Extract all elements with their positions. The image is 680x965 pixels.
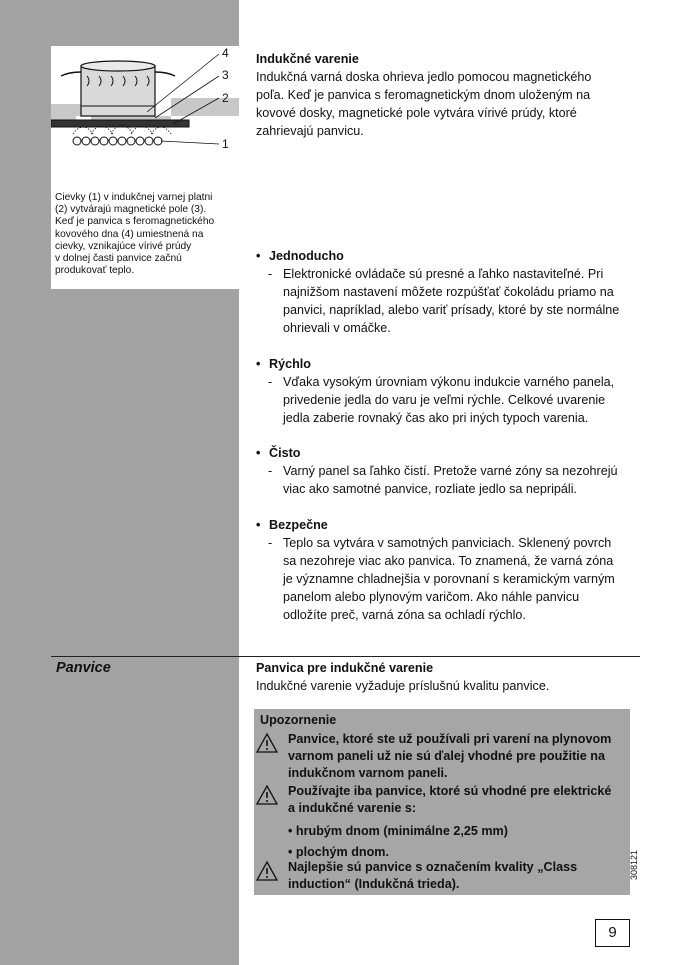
figure-caption bbox=[55, 192, 237, 277]
bullet-title: Čisto bbox=[269, 446, 301, 460]
caption-line: (2) vytvárajú magnetické pole (3). bbox=[55, 204, 207, 216]
warning-line: Najlepšie sú panvice s označením kvality „Class bbox=[288, 860, 578, 874]
warning-text bbox=[288, 783, 611, 861]
callout-4: 4 bbox=[222, 46, 229, 60]
bullet-line: viac ako samotné panvice, rozliate jedlo sa nepripáli. bbox=[283, 482, 578, 496]
warning-triangle-icon bbox=[256, 785, 278, 805]
bullet-heading: • Čisto bbox=[256, 446, 301, 460]
intro-title: Indukčné varenie bbox=[256, 52, 359, 66]
bullet-heading: • Jednoducho bbox=[256, 249, 344, 263]
warning-title: Upozornenie bbox=[260, 713, 337, 727]
intro-line: kovové dosky, magnetické pole vytvára vírivé prúdy, ktoré bbox=[256, 106, 577, 120]
intro-block bbox=[256, 50, 636, 140]
bullet-line: - Varný panel sa ľahko čistí. Pretože varné zóny sa nezohrejú bbox=[268, 464, 618, 478]
bullet-title: Jednoducho bbox=[269, 249, 344, 263]
caption-line: produkovať teplo. bbox=[55, 265, 135, 277]
warning-line: varnom paneli už nie sú ďalej vhodné pre použitie na bbox=[288, 749, 605, 763]
warning-triangle-icon bbox=[256, 861, 278, 881]
warning-line: Používajte iba panvice, ktoré sú vhodné pre elektrické bbox=[288, 784, 612, 798]
warning-text bbox=[288, 859, 577, 893]
bullet-line: - Elektronické ovládače sú presné a ľahko nastaviteľné. Pri bbox=[268, 267, 604, 281]
caption-line: Cievky (1) v indukčnej varnej platni bbox=[55, 192, 213, 203]
bullet-body bbox=[268, 462, 618, 498]
warning-list-item: • hrubým dnom (minimálne 2,25 mm) bbox=[288, 824, 508, 838]
intro-line: poľa. Keď je panvica s feromagnetickým dnom uloženým na bbox=[256, 88, 591, 102]
bullet-heading: • Rýchlo bbox=[256, 357, 311, 371]
warning-line: Panvice, ktoré ste už používali pri varení na plynovom bbox=[288, 732, 612, 746]
bullet-body bbox=[268, 265, 619, 337]
warning-list-item: • plochým dnom. bbox=[288, 845, 389, 859]
warning-text bbox=[288, 731, 611, 782]
caption-line: v dolnej časti panvice začnú bbox=[55, 253, 182, 265]
section-title: Panvice bbox=[56, 660, 111, 676]
bullet-body bbox=[268, 373, 614, 427]
warning-box bbox=[254, 709, 630, 895]
section-divider bbox=[51, 656, 640, 657]
section-text: Indukčné varenie vyžaduje príslušnú kvalitu panvice. bbox=[256, 679, 550, 693]
caption-line: kovového dna (4) umiestnená na bbox=[55, 228, 204, 240]
bullet-heading: • Bezpečne bbox=[256, 518, 328, 532]
warning-line: indukčnom varnom paneli. bbox=[288, 766, 448, 780]
induction-figure bbox=[51, 46, 239, 289]
section-block bbox=[256, 659, 636, 695]
intro-line: zahrievajú panvicu. bbox=[256, 124, 364, 138]
warning-line: induction“ (Indukčná trieda). bbox=[288, 877, 460, 891]
bullet-line: - Vďaka vysokým úrovniam výkonu indukcie varného panela, bbox=[268, 375, 615, 389]
bullet-title: Bezpečne bbox=[269, 518, 328, 532]
bullet-line: odložíte preč, varná zóna sa ochladí rýchlo. bbox=[283, 608, 526, 622]
caption-line: Keď je panvica s feromagnetického bbox=[55, 216, 215, 228]
bullet-line: sa nezohreje viac ako panvica. To znamená, že varná zóna bbox=[283, 554, 614, 568]
warning-line: a indukčné varenie s: bbox=[288, 801, 417, 815]
bullet-line: - Teplo sa vytvára v samotných panviciach. Sklenený povrch bbox=[268, 536, 612, 550]
bullet-title: Rýchlo bbox=[269, 357, 311, 371]
intro-line: Indukčná varná doska ohrieva jedlo pomocou magnetického bbox=[256, 70, 592, 84]
section-heading: Panvica pre indukčné varenie bbox=[256, 661, 434, 675]
callout-3: 3 bbox=[222, 68, 229, 82]
bullet-line: je významne chladnejšia v porovnaní s keramickým varným bbox=[283, 572, 615, 586]
bullet-line: jedla zaberie rovnaký čas ako pri iných typoch varenia. bbox=[283, 411, 589, 425]
callout-1: 1 bbox=[222, 137, 229, 151]
bullet-line: privedenie jedla do varu je veľmi rýchle. Celkové uvarenie bbox=[283, 393, 606, 407]
page-number: 9 bbox=[595, 919, 630, 947]
bullet-line: najnižšom nastavení môžete rozpúšťať čokoládu priamo na bbox=[283, 285, 614, 299]
document-code: 308121 bbox=[629, 849, 639, 880]
induction-pan-illustration bbox=[51, 46, 239, 191]
bullet-body bbox=[268, 534, 615, 624]
bullet-line: panvici, napríklad, alebo variť prísady, ktoré by ste normálne bbox=[283, 303, 620, 317]
callout-2: 2 bbox=[222, 91, 229, 105]
bullet-line: ohrievali v omáčke. bbox=[283, 321, 391, 335]
warning-triangle-icon bbox=[256, 733, 278, 753]
bullet-line: panelom alebo plynovým varičom. Ako náhle panvicu bbox=[283, 590, 580, 604]
caption-line: cievky, vznikajúce vírivé prúdy bbox=[55, 240, 192, 252]
